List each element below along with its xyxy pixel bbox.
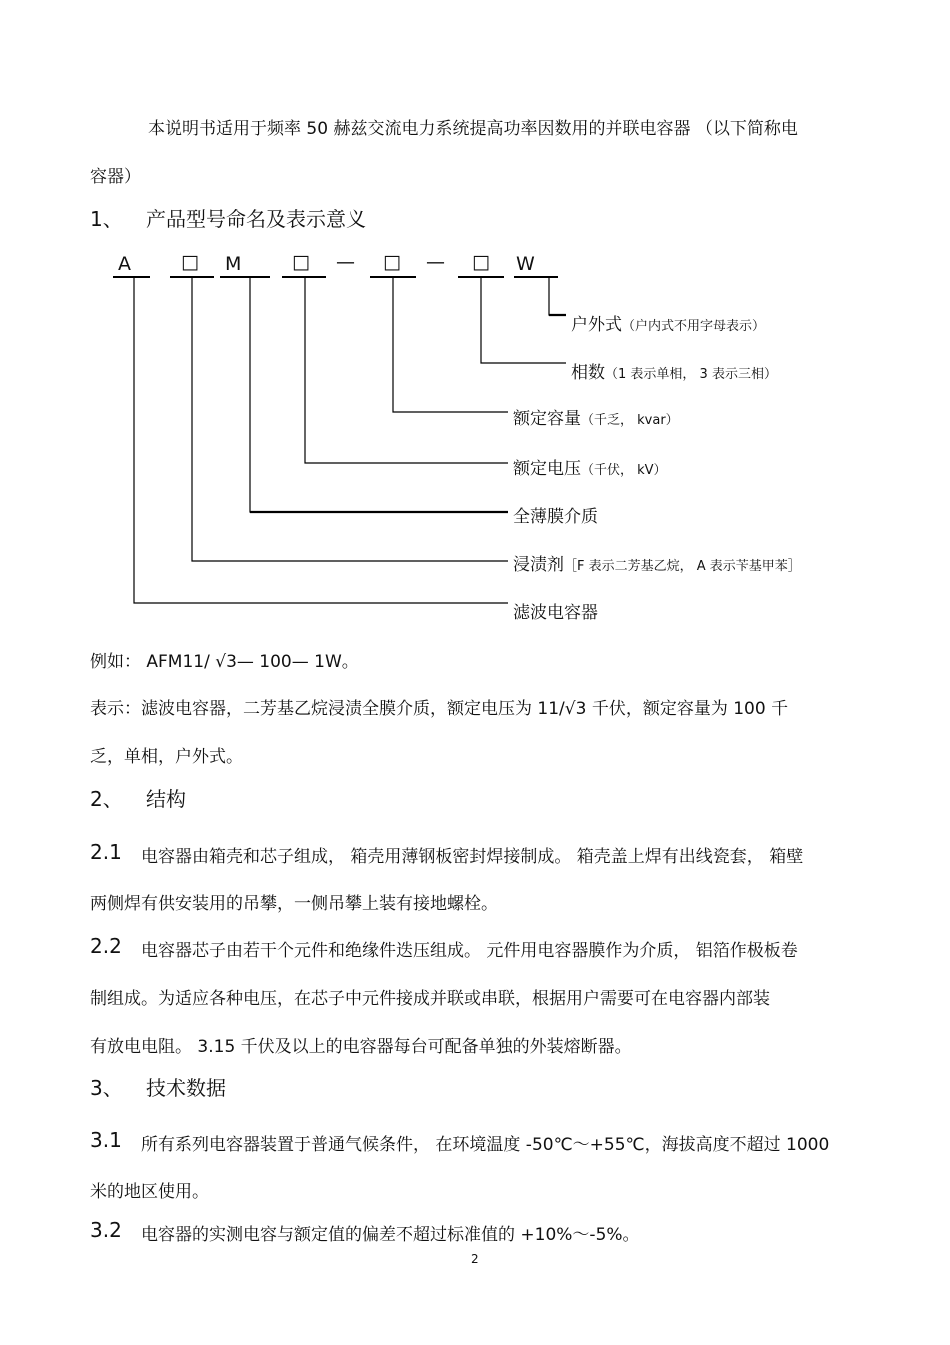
legend-impregnant-note: ［F 表示二芳基乙烷， A 表示苄基甲苯］ (564, 559, 801, 574)
legend-impregnant-label: 浸渍剂 (513, 555, 564, 575)
para-2-1-number: 2.1 (90, 840, 122, 864)
legend-voltage-label: 额定电压 (513, 459, 581, 479)
legend-phase-note: （1 表示单相， 3 表示三相） (605, 367, 777, 382)
legend-capacity-label: 额定容量 (513, 409, 581, 429)
legend-outdoor-note: （户内式不用字母表示） (622, 319, 766, 334)
para-3-1-line-2: 米的地区使用。 (90, 1182, 209, 1202)
code-box-3: □ (383, 251, 401, 273)
para-2-2-line-2: 制组成。为适应各种电压，在芯子中元件接成并联或串联，根据用户需要可在电容器内部装 (90, 989, 770, 1009)
code-letter-a: A (118, 253, 131, 275)
code-box-1: □ (181, 251, 199, 273)
legend-phase-label: 相数 (571, 363, 605, 383)
legend-filter: 滤波电容器 (513, 603, 598, 623)
para-2-2-line-3: 有放电电阻。 3.15 千伏及以上的电容器每台可配备单独的外装熔断器。 (90, 1037, 632, 1057)
intro-line-2: 容器） (90, 167, 141, 187)
code-letter-m: M (225, 253, 242, 275)
para-2-1-line-2: 两侧焊有供安装用的吊攀，一侧吊攀上装有接地螺栓。 (90, 894, 498, 914)
section-1-title: 产品型号命名及表示意义 (146, 207, 366, 231)
section-1-number: 1、 (90, 207, 123, 231)
legend-impregnant (513, 550, 801, 575)
code-dash-1: — (336, 251, 355, 273)
para-2-2-number: 2.2 (90, 934, 122, 958)
example-line-3: 乏，单相，户外式。 (90, 747, 243, 767)
para-3-1-line-1: 所有系列电容器装置于普通气候条件， 在环境温度 -50℃～+55℃，海拔高度不超过 1000 (141, 1135, 830, 1155)
legend-voltage-note: （千伏， kV） (581, 463, 667, 478)
para-2-1-line-1: 电容器由箱壳和芯子组成， 箱壳用薄钢板密封焊接制成。 箱壳盖上焊有出线瓷套， 箱壁 (141, 847, 804, 867)
para-2-2-line-1: 电容器芯子由若干个元件和绝缘件迭压组成。 元件用电容器膜作为介质， 铝箔作极板卷 (141, 941, 798, 961)
code-box-4: □ (472, 251, 490, 273)
legend-voltage (513, 454, 667, 479)
section-2-title: 结构 (146, 787, 186, 811)
intro-line-1: 本说明书适用于频率 50 赫兹交流电力系统提高功率因数用的并联电容器 （以下简称电 (148, 119, 798, 139)
section-3-title: 技术数据 (146, 1076, 226, 1100)
legend-capacity-note: （千乏， kvar） (581, 413, 679, 428)
section-3-number: 3、 (90, 1076, 123, 1100)
para-3-2-line-1: 电容器的实测电容与额定值的偏差不超过标准值的 +10%～-5%。 (141, 1225, 640, 1245)
code-letter-w: W (516, 253, 535, 275)
code-dash-2: — (426, 251, 445, 273)
example-line-2: 表示：滤波电容器，二芳基乙烷浸渍全膜介质，额定电压为 11/√3 千伏，额定容量为 100 千 (90, 699, 789, 719)
section-2-number: 2、 (90, 787, 123, 811)
page-number: 2 (471, 1252, 479, 1266)
legend-capacity (513, 404, 679, 429)
para-3-1-number: 3.1 (90, 1128, 122, 1152)
example-line-1: 例如： AFM11/ √3— 100— 1W。 (90, 652, 359, 672)
legend-film: 全薄膜介质 (513, 507, 598, 527)
legend-phase (571, 358, 777, 383)
legend-outdoor (571, 310, 765, 335)
para-3-2-number: 3.2 (90, 1218, 122, 1242)
code-box-2: □ (292, 251, 310, 273)
legend-outdoor-label: 户外式 (571, 315, 622, 335)
